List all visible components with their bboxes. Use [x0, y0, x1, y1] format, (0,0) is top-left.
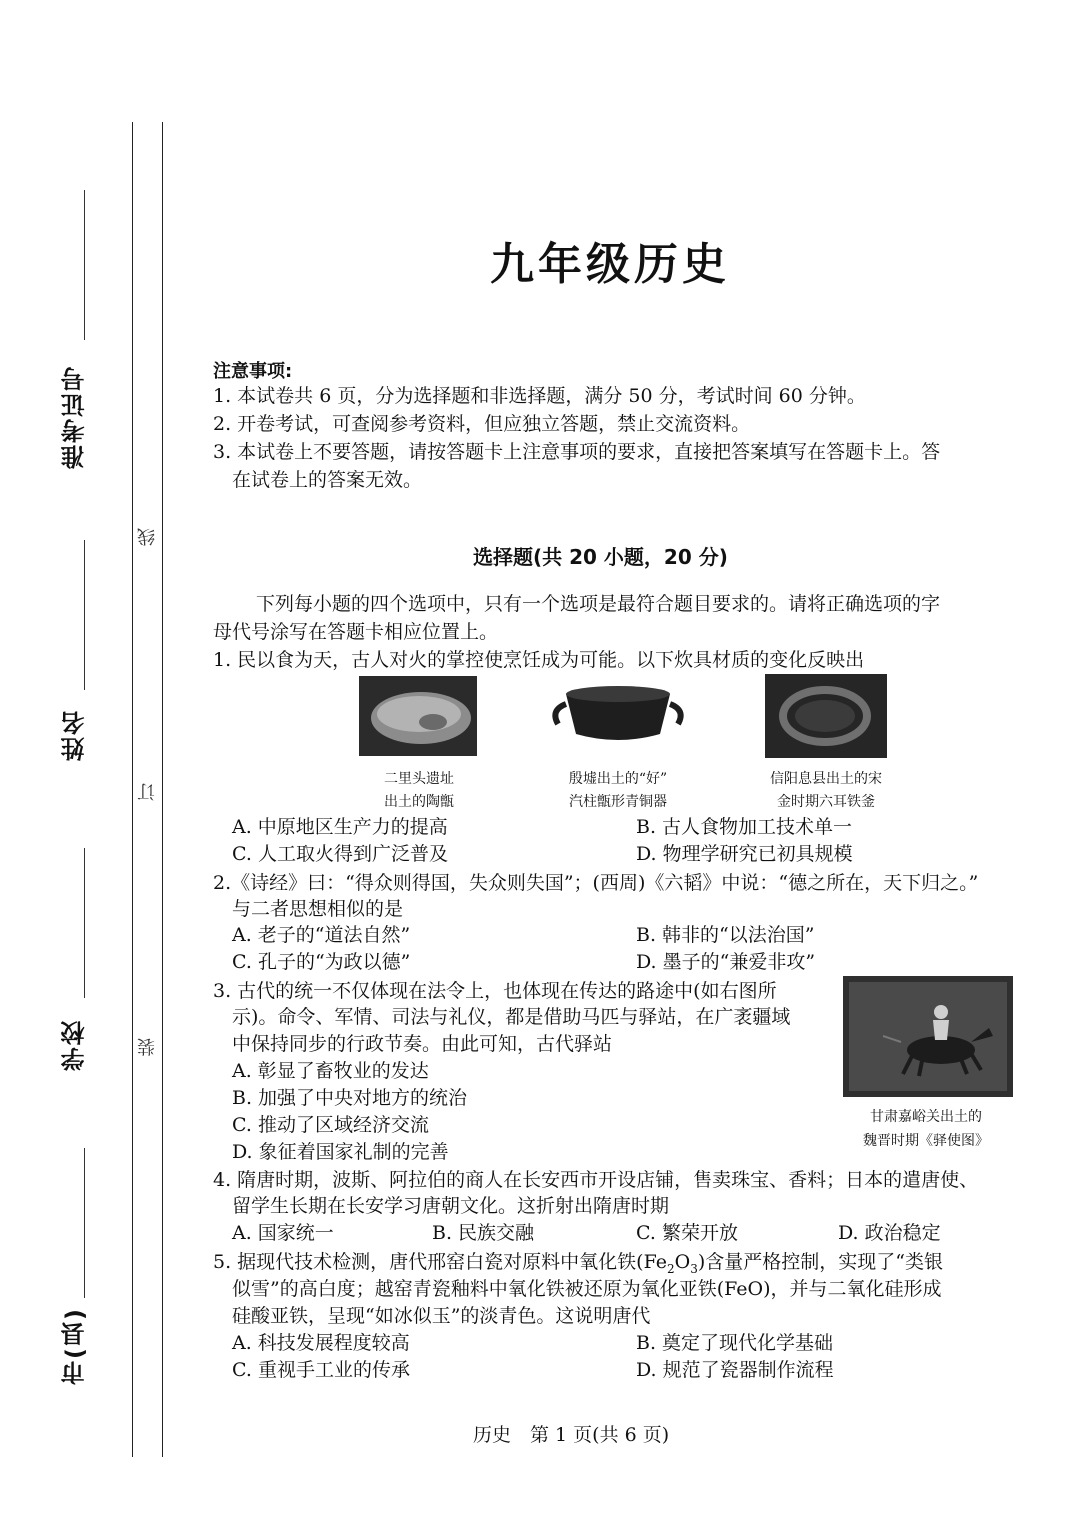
q2-option-d[interactable]: D. 墨子的“兼爱非攻”: [636, 951, 816, 973]
notice-item-2: 2. 开卷考试，可查阅参考资料，但应独立答题，禁止交流资料。: [213, 413, 751, 435]
q1-caption-2-line2: 汽柱甑形青铜器: [569, 794, 667, 810]
notice-item-3-cont: 在试卷上的答案无效。: [232, 469, 423, 491]
binding-line-inner: [162, 122, 163, 1457]
name-field[interactable]: [84, 540, 85, 690]
bind-mark-line: 线: [137, 528, 158, 546]
q1-caption-2-line1: 殷墟出土的“好”: [568, 771, 668, 787]
section-instruction-1: 下列每小题的四个选项中，只有一个选项是最符合题目要求的。请将正确选项的字: [256, 593, 941, 615]
q2-option-b[interactable]: B. 韩非的“以法治国”: [636, 924, 815, 946]
binding-line-outer: [132, 122, 133, 1457]
q3-option-c[interactable]: C. 推动了区域经济交流: [232, 1114, 429, 1136]
q3-caption-line2: 魏晋时期《驿使图》: [863, 1133, 989, 1149]
q5-subscript-3: 3: [690, 1261, 698, 1276]
q5-subscript-2: 2: [666, 1261, 675, 1276]
q1-pottery-image: [359, 676, 477, 756]
q1-caption-1-line1: 二里头遗址: [384, 771, 454, 787]
school-field[interactable]: [84, 848, 85, 998]
q3-stem-2: 示)。命令、军情、司法与礼仪，都是借助马匹与驿站，在广袤疆域: [232, 1006, 791, 1028]
q3-stem-1: 3. 古代的统一不仅体现在法令上，也体现在传达的路途中(如右图所: [213, 980, 777, 1002]
q2-stem-2: 与二者思想相似的是: [232, 898, 404, 920]
q2-option-a[interactable]: A. 老子的“道法自然”: [232, 924, 411, 946]
q5-option-a[interactable]: A. 科技发展程度较高: [232, 1332, 410, 1354]
page-footer: 历史 第 1 页(共 6 页): [473, 1424, 670, 1446]
q2-stem-1: 2.《诗经》曰：“得众则得国，失众则失国”；(西周)《六韬》中说：“德之所在，天下归之。”: [213, 872, 979, 894]
q3-caption-line1: 甘肃嘉峪关出土的: [870, 1109, 982, 1125]
q5-stem-1-a: 5. 据现代技术检测，唐代邢窑白瓷对原料中氧化铁(Fe: [213, 1251, 667, 1273]
notice-item-1: 1. 本试卷共 6 页，分为选择题和非选择题，满分 50 分，考试时间 60 分钟。: [213, 385, 866, 407]
q4-stem-1: 4. 隋唐时期，波斯、阿拉伯的商人在长安西市开设店铺，售卖珠宝、香料；日本的遣唐使、: [213, 1169, 979, 1191]
school-label: 学校: [61, 1019, 89, 1071]
q3-stem-3: 中保持同步的行政节奏。由此可知，古代驿站: [232, 1033, 613, 1055]
q1-bronze-image: [548, 680, 688, 752]
q2-option-c[interactable]: C. 孔子的“为政以德”: [232, 951, 411, 973]
city-label: 市(县): [61, 1307, 89, 1385]
q5-stem-1-b: )含量严格控制，实现了“类银: [697, 1251, 943, 1273]
q4-option-b[interactable]: B. 民族交融: [432, 1222, 535, 1244]
q5-option-c[interactable]: C. 重视手工业的传承: [232, 1359, 410, 1381]
q1-option-c[interactable]: C. 人工取火得到广泛普及: [232, 843, 448, 865]
city-field[interactable]: [84, 1148, 85, 1298]
q1-option-a[interactable]: A. 中原地区生产力的提高: [232, 816, 448, 838]
q1-stem: 1. 民以食为天，古人对火的掌控使烹饪成为可能。以下炊具材质的变化反映出: [213, 649, 865, 671]
q1-option-d[interactable]: D. 物理学研究已初具规模: [636, 843, 853, 865]
courier-painting-illustration: [843, 976, 1013, 1097]
q5-oxygen: O: [674, 1251, 691, 1273]
q1-caption-3-line1: 信阳息县出土的宋: [770, 771, 882, 787]
q1-caption-3-line2: 金时期六耳铁釜: [777, 794, 875, 810]
notice-item-3: 3. 本试卷上不要答题，请按答题卡上注意事项的要求，直接把答案填写在答题卡上。答: [213, 441, 941, 463]
page-title: 九年级历史: [490, 239, 730, 290]
q5-option-b[interactable]: B. 奠定了现代化学基础: [636, 1332, 834, 1354]
q1-iron-image: [765, 674, 887, 758]
q4-option-c[interactable]: C. 繁荣开放: [636, 1222, 738, 1244]
q3-option-d[interactable]: D. 象征着国家礼制的完善: [232, 1141, 449, 1163]
q1-caption-1-line2: 出土的陶甑: [384, 794, 454, 810]
notice-heading: 注意事项:: [213, 361, 293, 382]
q4-option-a[interactable]: A. 国家统一: [232, 1222, 334, 1244]
pottery-steamer-illustration: [359, 676, 477, 756]
q4-stem-2: 留学生长期在长安学习唐朝文化。这折射出隋唐时期: [232, 1195, 670, 1217]
q5-stem-3: 硅酸亚铁，呈现“如冰似玉”的淡青色。这说明唐代: [232, 1305, 651, 1327]
q5-stem-2: 似雪”的高白度；越窑青瓷釉料中氧化铁被还原为氧化亚铁(FeO)，并与二氧化硅形成: [232, 1278, 942, 1300]
section-heading: 选择题(共 20 小题，20 分): [473, 545, 728, 569]
q3-courier-image: [843, 976, 1013, 1097]
q3-option-a[interactable]: A. 彰显了畜牧业的发达: [232, 1060, 429, 1082]
exam-number-label: 准考证号: [61, 365, 89, 469]
section-instruction-2: 母代号涂写在答题卡相应位置上。: [213, 621, 499, 643]
bronze-vessel-illustration: [548, 680, 688, 752]
q3-option-b[interactable]: B. 加强了中央对地方的统治: [232, 1087, 468, 1109]
q4-option-d[interactable]: D. 政治稳定: [838, 1222, 941, 1244]
exam-number-field[interactable]: [84, 190, 85, 340]
bind-mark-staple: 订: [137, 783, 158, 801]
q5-option-d[interactable]: D. 规范了瓷器制作流程: [636, 1359, 834, 1381]
bind-mark-bind: 装: [137, 1038, 158, 1056]
name-label: 姓名: [61, 709, 89, 761]
q1-option-b[interactable]: B. 古人食物加工技术单一: [636, 816, 853, 838]
iron-cauldron-illustration: [765, 674, 887, 758]
